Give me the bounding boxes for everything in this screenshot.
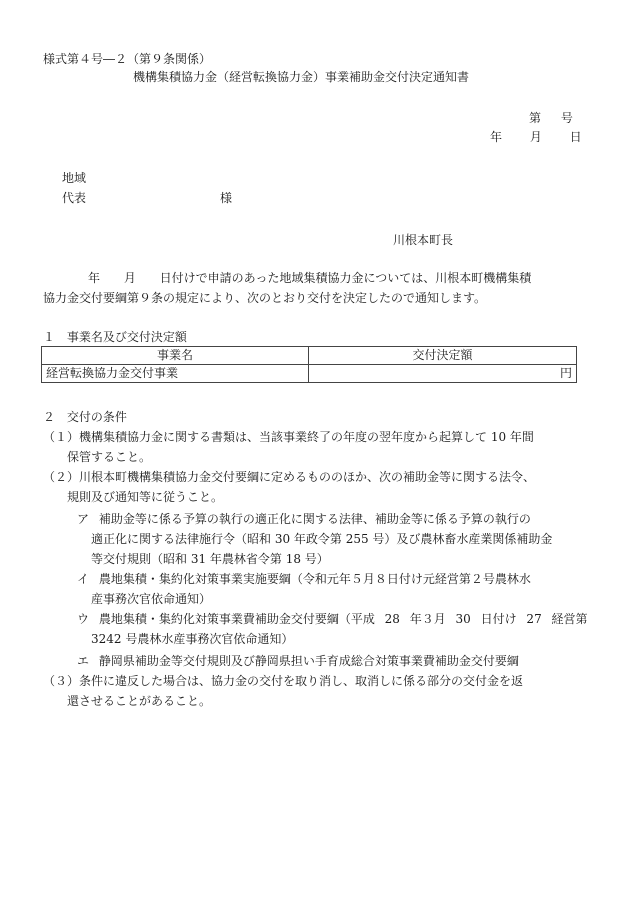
condition-2u-line-2: 3242 号農林水産事務次官依命通知）: [91, 632, 294, 646]
issuer-name: 川根本町長: [393, 233, 454, 247]
table-row: [42, 365, 577, 383]
body-line-1: 年 月 日付けで申請のあった地域集積協力金については、川根本町機構集積: [88, 271, 532, 285]
condition-2-line-1: （２）川根本町機構集積協力金交付要綱に定めるもののほか、次の補助金等に関する法令、: [43, 470, 536, 484]
document-date: 年 月 日: [490, 130, 582, 144]
document-title: 機構集積協力金（経営転換協力金）事業補助金交付決定通知書: [133, 70, 470, 84]
condition-2-line-2: 規則及び通知等に従うこと。: [67, 490, 224, 504]
section-2-heading: ２ 交付の条件: [43, 410, 127, 424]
addressee-representative: 代表: [62, 191, 87, 205]
condition-1-line-1: （１）機構集積協力金に関する書類は、当該事業終了の年度の翌年度から起算して 10 年間: [43, 430, 534, 444]
condition-2e-line-1: エ 静岡県補助金等交付規則及び静岡県担い手育成総合対策事業費補助金交付要綱: [77, 654, 519, 668]
document-number: 第 号: [529, 111, 573, 125]
condition-2i-line-2: 産事務次官依命通知）: [91, 592, 212, 606]
body-line-2: 協力金交付要綱第９条の規定により、次のとおり交付を決定したので通知します。: [43, 291, 487, 305]
condition-2u-line-1: ウ 農地集積・集約化対策事業費補助金交付要綱（平成 28 年３月 30 日付け 27 経営第: [77, 612, 588, 626]
section-1-heading: １ 事業名及び交付決定額: [43, 330, 187, 344]
condition-2a-line-2: 適正化に関する法律施行令（昭和 30 年政令第 255 号）及び農林畜水産業関係補助金: [91, 532, 553, 546]
condition-3-line-1: （３）条件に違反した場合は、協力金の交付を取り消し、取消しに係る部分の交付金を返: [43, 674, 524, 688]
table-header-row: [42, 347, 577, 365]
condition-3-line-2: 還させることがあること。: [67, 694, 212, 708]
column-header-project: 事業名: [42, 347, 309, 365]
amount-cell: 円: [309, 365, 577, 383]
form-number: 様式第４号―２（第９条関係）: [43, 52, 212, 66]
grant-table: [41, 346, 577, 383]
condition-1-line-2: 保管すること。: [67, 450, 152, 464]
condition-2a-line-3: 等交付規則（昭和 31 年農林省令第 18 号）: [91, 552, 329, 566]
project-name-cell: 経営転換協力金交付事業: [42, 365, 309, 383]
column-header-amount: 交付決定額: [309, 347, 577, 365]
condition-2i-line-1: イ 農地集積・集約化対策事業実施要綱（令和元年５月８日付け元経営第２号農林水: [77, 572, 531, 586]
addressee-honorific: 様: [220, 191, 233, 205]
addressee-region: 地域: [62, 171, 87, 185]
condition-2a-line-1: ア 補助金等に係る予算の執行の適正化に関する法律、補助金等に係る予算の執行の: [77, 512, 531, 526]
